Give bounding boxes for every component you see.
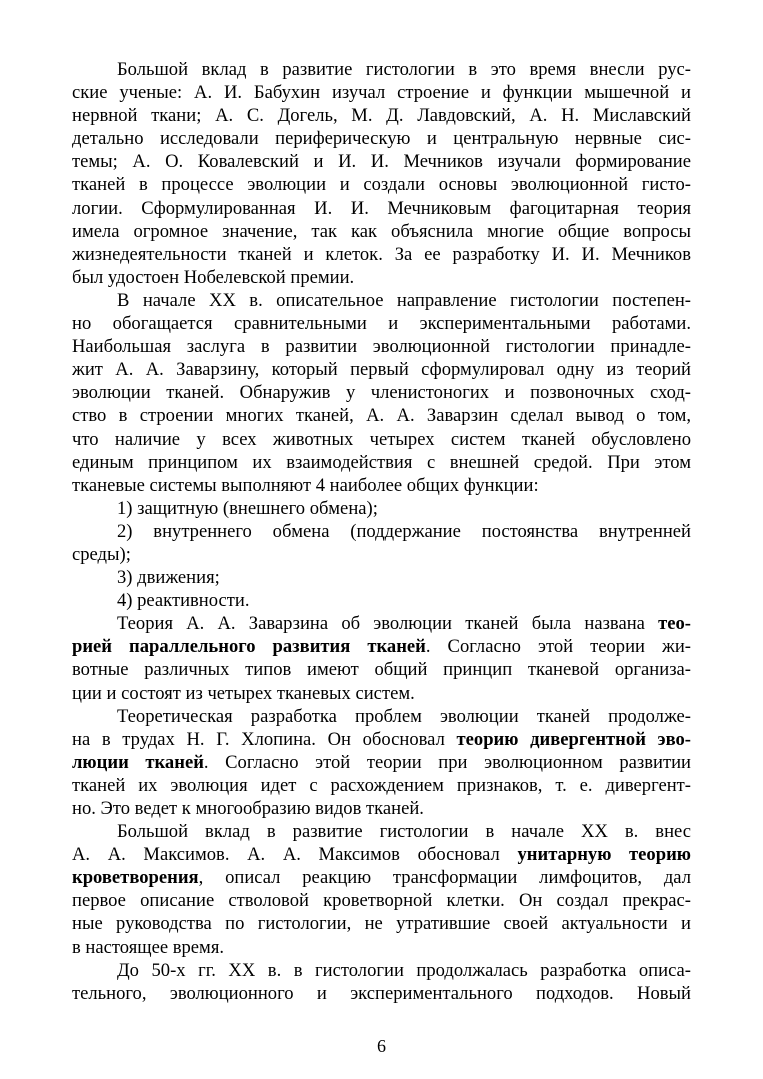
text-line: тканевые системы выполняют 4 наиболее общих функции: — [72, 474, 539, 496]
text-line — [72, 728, 691, 751]
text-line: ство в строении многих тканей, А. А. Заварзин сделал вывод о том, — [72, 405, 691, 427]
paragraph-1 — [72, 58, 691, 289]
text-line: но обогащается сравнительными и экспериментальными работами. — [72, 313, 691, 335]
text-line: тканей в процессе эволюции и создали основы эволюционной гисто- — [72, 174, 691, 196]
text-run: . Согласно этой теории при эволюционном развитии — [203, 751, 691, 773]
bold-term: теорию дивергентной эво- — [456, 728, 691, 750]
text-run: на в трудах Н. Г. Хлопина. Он обосновал — [72, 728, 457, 750]
text-line: эволюции тканей. Обнаружив у членистоногих и позвоночных сход- — [72, 382, 691, 404]
text-line: но. Это ведет к многообразию видов тканей. — [72, 798, 424, 819]
text-line: в настоящее время. — [72, 936, 225, 958]
bold-term: люции тканей — [72, 751, 204, 773]
text-line: тканей их эволюция идет с расхождением признаков, т. е. дивергент- — [72, 774, 691, 796]
text-line: что наличие у всех животных четырех систем тканей обусловлено — [72, 428, 691, 450]
text-line — [72, 751, 691, 774]
text-run: . Согласно этой теории жи- — [425, 636, 691, 658]
text-line: Теоретическая разработка проблем эволюции тканей продолже- — [117, 705, 691, 727]
text-run: Теория А. А. Заварзина об эволюции тканей была названа — [117, 613, 659, 635]
bold-term: тео- — [658, 613, 691, 635]
list-item-continuation: среды); — [72, 543, 131, 565]
bold-term: унитарную теорию — [517, 844, 691, 866]
text-line: единым принципом их взаимодействия с внешней средой. При этом — [72, 451, 691, 473]
paragraph-3 — [72, 612, 691, 704]
text-run: А. А. Максимов. А. А. Максимов обосновал — [72, 844, 518, 866]
text-line: нервной ткани; А. С. Догель, М. Д. Лавдовский, А. Н. Миславский — [72, 105, 691, 127]
text-line: логии. Сформулированная И. И. Мечниковым фагоцитарная теория — [72, 197, 691, 219]
bold-term: кроветворения — [72, 867, 199, 889]
text-line: До 50-х гг. XX в. в гистологии продолжалась разработка описа- — [117, 959, 691, 981]
text-line: жизнедеятельности тканей и клеток. За ее разработку И. И. Мечников — [72, 243, 691, 265]
text-line: темы; А. О. Ковалевский и И. И. Мечников изучали формирование — [72, 151, 691, 173]
text-line — [72, 612, 691, 635]
paragraph-4 — [72, 705, 691, 820]
text-line: В начале XX в. описательное направление гистологии постепен- — [117, 289, 691, 311]
text-line: Наибольшая заслуга в развитии эволюционной гистологии принадле- — [72, 336, 691, 358]
text-line — [72, 866, 691, 889]
text-line — [72, 635, 691, 658]
text-line: Большой вклад в развитие гистологии в начале XX в. внес — [117, 821, 691, 843]
body-text — [72, 58, 691, 1005]
text-line: Большой вклад в развитие гистологии в это время внесли рус- — [117, 59, 691, 80]
paragraph-6 — [72, 959, 691, 1005]
paragraph-5 — [72, 820, 691, 959]
bold-term: рией параллельного развития тканей — [72, 636, 426, 658]
list-item: 3) движения; — [117, 567, 220, 589]
text-line: вотные различных типов имеют общий принцип тканевой организа- — [72, 659, 691, 681]
text-line: тельного, эволюционного и экспериментального подходов. Новый — [72, 982, 691, 1004]
list-item: 2) внутреннего обмена (поддержание постоянства внутренней — [117, 520, 691, 542]
text-line: первое описание стволовой кроветворной клетки. Он создал прекрас- — [72, 890, 691, 912]
text-line: был удостоен Нобелевской премии. — [72, 266, 355, 288]
text-line — [72, 843, 691, 866]
text-line: ские ученые: А. И. Бабухин изучал строение и функции мышечной и — [72, 82, 691, 104]
text-line: жит А. А. Заварзину, который первый сформулировал одну из теорий — [72, 359, 691, 381]
text-line: детально исследовали периферическую и центральную нервные сис- — [72, 128, 691, 150]
paragraph-2 — [72, 289, 691, 497]
text-run: , описал реакцию трансформации лимфоцитов, дал — [198, 867, 691, 889]
list-item: 1) защитную (внешнего обмена); — [117, 497, 378, 519]
text-line: имела огромное значение, так как объяснила многие общие вопросы — [72, 220, 691, 242]
list-item: 4) реактивности. — [117, 590, 250, 612]
text-line: ные руководства по гистологии, не утратившие своей актуальности и — [72, 913, 691, 935]
page-number: 6 — [377, 1036, 386, 1056]
text-line: ции и состоят из четырех тканевых систем. — [72, 682, 415, 704]
functions-list — [72, 497, 691, 612]
